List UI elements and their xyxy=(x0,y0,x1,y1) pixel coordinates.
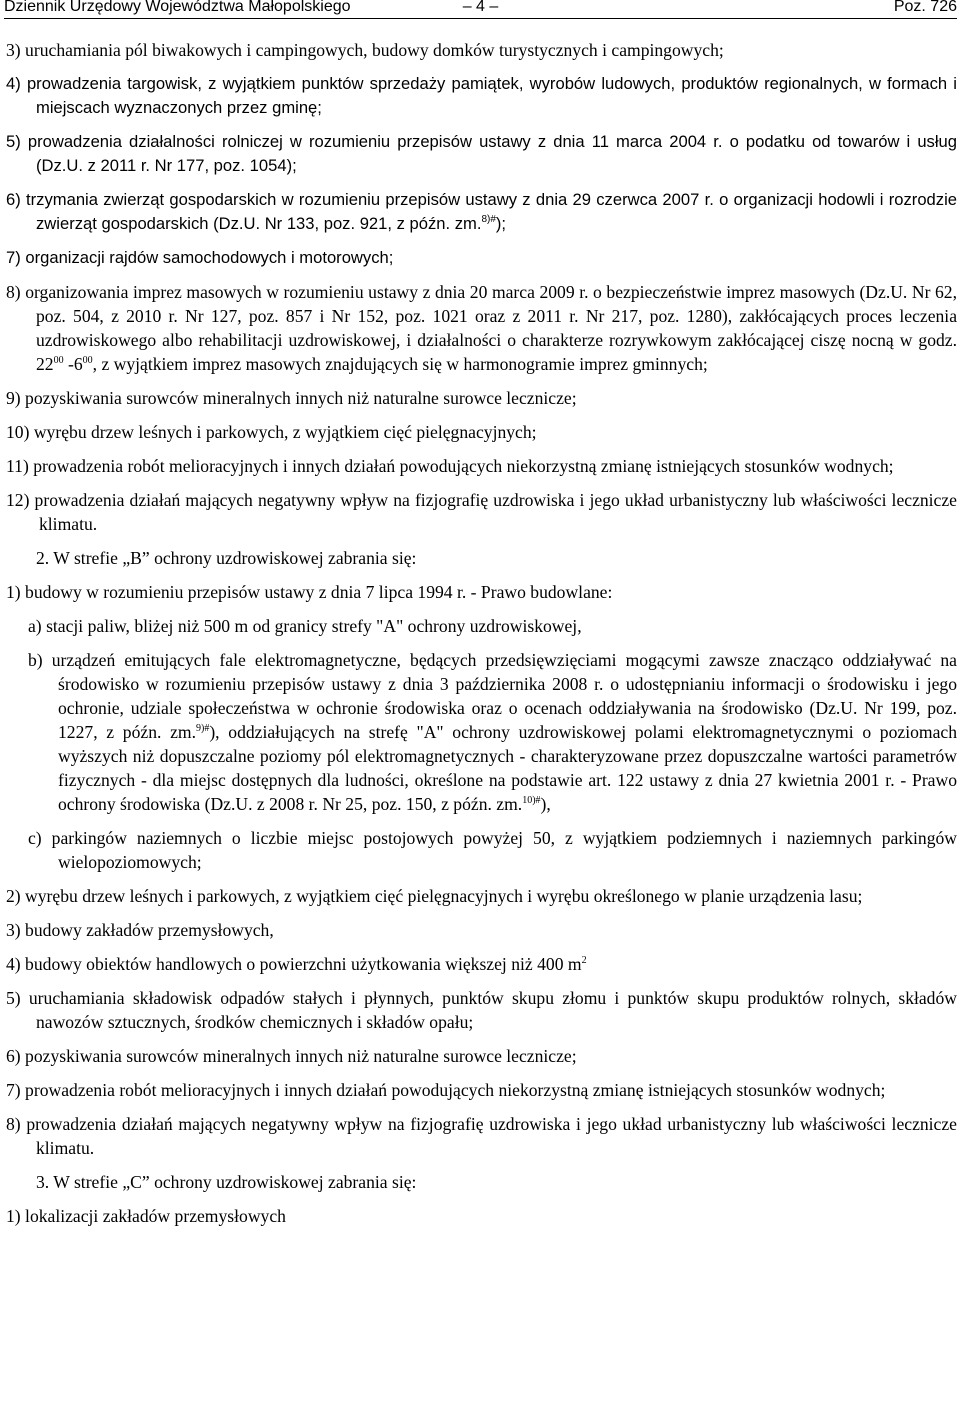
page-header xyxy=(4,0,957,19)
list-item: 8) prowadzenia działań mających negatywny wpływ na fizjografię uzdrowiska i jego układ urbanistyczny lub właściwości lecznicze klimatu. xyxy=(6,1114,957,1158)
journal-title: Dziennik Urzędowy Województwa Małopolskiego xyxy=(4,0,351,15)
list-item: 8) organizowania imprez masowych w rozumieniu ustawy z dnia 20 marca 2009 r. o bezpieczeństwie imprez masowych (Dz.U. Nr 62, poz. 504, z 2010 r. Nr 127, poz. 857 i Nr 152, poz. 1021 oraz z 2011 r. Nr 217, poz. 1280), zakłócających proces leczenia uzdrowiskowego albo rehabilitacji uzdrowiskowej, i działalności o charakterze rozrywkowym zakłócającej ciszę nocną w godz. $22^{00}$ $-6^{00}$, z wyjątkiem imprez masowych znajdujących się w harmonogramie imprez gminnych; xyxy=(6,282,957,374)
footnote-ref: 8)# xyxy=(481,214,496,225)
list-item: 7) organizacji rajdów samochodowych i motorowych; xyxy=(6,248,394,267)
list-item: 3) uruchamiania pól biwakowych i campingowych, budowy domków turystycznych i campingowych; xyxy=(6,40,724,60)
footnote-ref: 9)# xyxy=(195,723,210,734)
position-number: Poz. 726 xyxy=(893,0,957,15)
document-body xyxy=(6,38,957,1238)
sub-item: a) stacji paliw, bliżej niż 500 m od granicy strefy "A" ochrony uzdrowiskowej, xyxy=(28,616,582,636)
list-item: 6) trzymania zwierząt gospodarskich w rozumieniu przepisów ustawy z dnia 29 czerwca 2007 r. o organizacji hodowli i rozrodzie zwierząt gospodarskich (Dz.U. Nr 133, poz. 921, z późn. zm.$^{8)\#}$); xyxy=(6,190,957,233)
section-heading: 2. W strefie „B” ochrony uzdrowiskowej zabrania się: xyxy=(36,548,417,568)
sub-item: b) urządzeń emitujących fale elektromagnetyczne, będących przedsięwzięciami mogącymi zawsze znacząco oddziaływać na środowisko w rozumieniu przepisów ustawy z dnia 3 października 2008 r. o udostępnianiu informacji o środowisku i jego ochronie, udziale społeczeństwa w ochronie środowiska oraz o ocenach oddziaływania na środowisko (Dz.U. Nr 199, poz. 1227, z późn. zm.$^{9)\#}$), oddziałujących na strefę "A" ochrony uzdrowiskowej polami elektromagnetycznymi o poziomach wyższych niż dopuszczalne poziomy pól elektromagnetycznych - charakteryzowane przez dopuszczalne wartości parametrów fizycznych - dla miejsc dostępnych dla ludności, określone na podstawie art. 122 ustawy z dnia 27 kwietnia 2001 r. - Prawo ochrony środowiska (Dz.U. z 2008 r. Nr 25, poz. 150, z późn. zm.$^{10)\#}$), xyxy=(28,650,957,814)
list-item: 11) prowadzenia robót melioracyjnych i innych działań powodujących niekorzystną zmianę istniejących stosunków wodnych; xyxy=(6,456,894,476)
page-number: – 4 – xyxy=(462,0,499,15)
list-item: 4) budowy obiektów handlowych o powierzchni użytkowania większej niż 400 $m^2$ xyxy=(6,954,587,974)
list-item: 5) uruchamiania składowisk odpadów stałych i płynnych, punktów skupu złomu i punktów skupu produktów rolnych, składów nawozów sztucznych, środków chemicznych i składów opału; xyxy=(6,988,957,1032)
footnote-ref: 10)# xyxy=(522,795,541,806)
list-item: 9) pozyskiwania surowców mineralnych innych niż naturalne surowce lecznicze; xyxy=(6,388,577,408)
list-item: 6) pozyskiwania surowców mineralnych innych niż naturalne surowce lecznicze; xyxy=(6,1046,577,1066)
list-item: 10) wyrębu drzew leśnych i parkowych, z wyjątkiem cięć pielęgnacyjnych; xyxy=(6,422,537,442)
list-item: 4) prowadzenia targowisk, z wyjątkiem punktów sprzedaży pamiątek, wyrobów ludowych, produktów regionalnych, w formach i miejscach wyznaczonych przez gminę; xyxy=(6,74,957,117)
list-item: 5) prowadzenia działalności rolniczej w rozumieniu przepisów ustawy z dnia 11 marca 2004 r. o podatku od towarów i usług (Dz.U. z 2011 r. Nr 177, poz. 1054); xyxy=(6,132,957,175)
list-item: 3) budowy zakładów przemysłowych, xyxy=(6,920,274,940)
list-item: 2) wyrębu drzew leśnych i parkowych, z wyjątkiem cięć pielęgnacyjnych i wyrębu określonego w planie urządzenia lasu; xyxy=(6,886,863,906)
section-heading: 3. W strefie „C” ochrony uzdrowiskowej zabrania się: xyxy=(36,1172,417,1192)
sub-item: c) parkingów naziemnych o liczbie miejsc postojowych powyżej 50, z wyjątkiem podziemnych i naziemnych parkingów wielopoziomowych; xyxy=(28,828,957,872)
list-item: 1) budowy w rozumieniu przepisów ustawy z dnia 7 lipca 1994 r. - Prawo budowlane: xyxy=(6,582,613,602)
list-item: 7) prowadzenia robót melioracyjnych i innych działań powodujących niekorzystną zmianę istniejących stosunków wodnych; xyxy=(6,1080,886,1100)
list-item: 1) lokalizacji zakładów przemysłowych xyxy=(6,1206,286,1226)
list-item: 12) prowadzenia działań mających negatywny wpływ na fizjografię uzdrowiska i jego układ urbanistyczny lub właściwości lecznicze klimatu. xyxy=(6,490,957,534)
